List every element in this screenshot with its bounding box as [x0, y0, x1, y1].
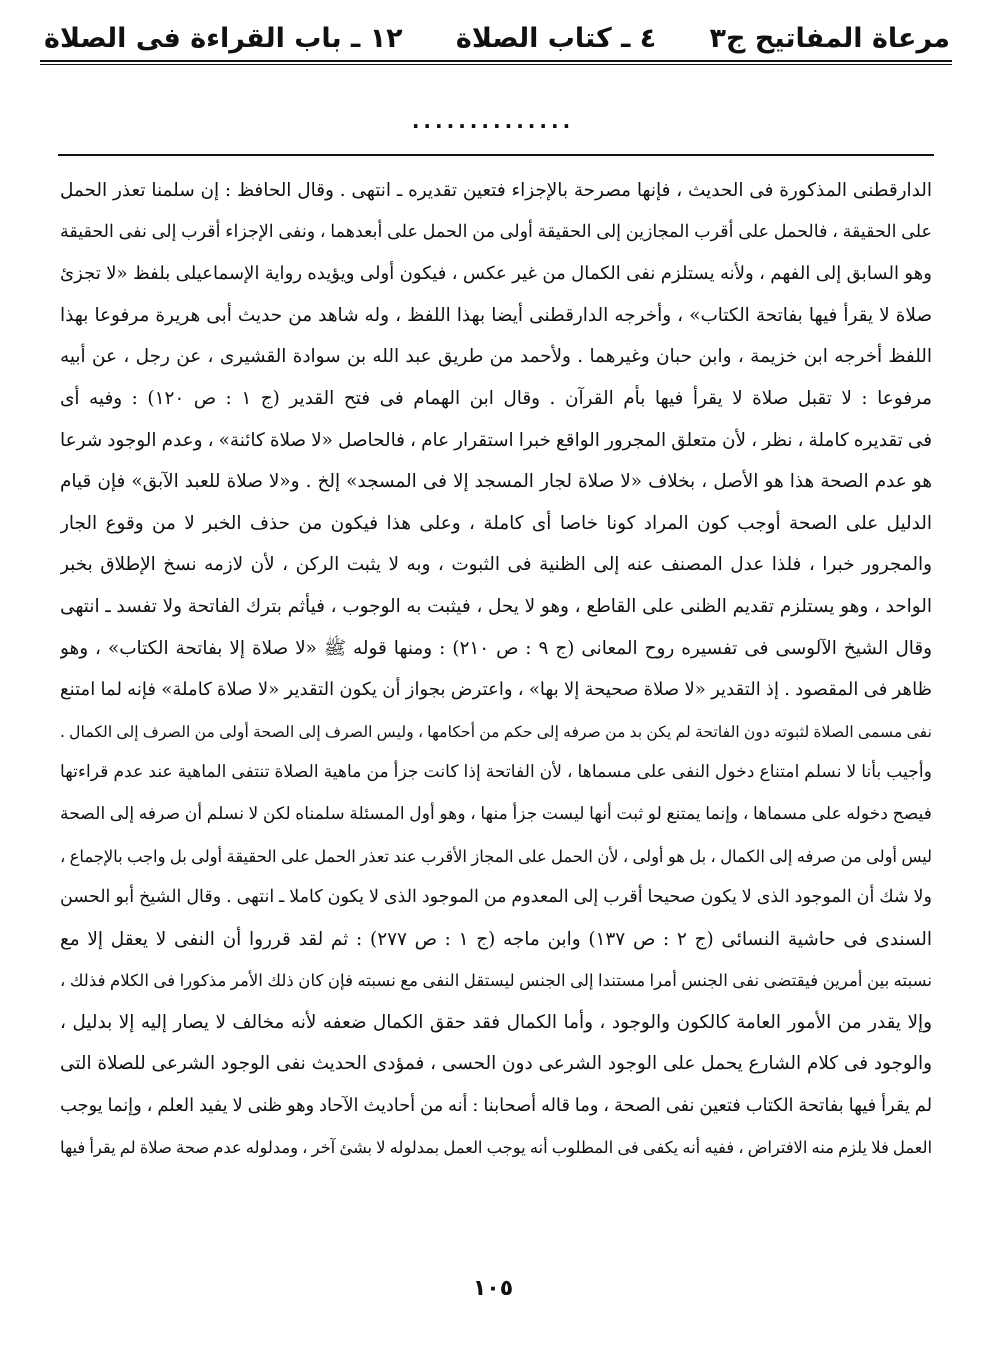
text-line: وإلا يقدر من الأمور العامة كالكون والوجود ، وأما الكمال فقد حقق الكمال ضعفه لأنه مخالف لا يصار إليه إلا بدليل ،: [60, 1011, 932, 1033]
text-line: الواحد ، وهو يستلزم تقديم الظنى على القاطع ، وهو لا يحل ، فيثبت به الوجوب ، فيأثم بترك الفاتحة ولا تفسد ـ انتهى: [60, 595, 932, 617]
text-line: ولا شك أن الموجود الذى لا يكون صحيحا أقرب إلى المعدوم من الموجود الذى لا يكون كاملا ـ انتهى . وقال الشيخ أبو الحسن: [60, 887, 932, 908]
text-line: وقال الشيخ الآلوسى فى تفسيره روح المعانى (ج ٩ : ص ٢١٠) : ومنها قوله ﷺ «لا صلاة إلا بفاتحة الكتاب» ، وهو: [60, 637, 932, 659]
text-line: فيصح دخوله على مسماها ، وإنما يمتنع لو ثبت أنها ليست جزأ منها ، وهو أول المسئلة سلمناه لكن لا نسلم أن صرفه إلى الصحة: [60, 803, 932, 824]
text-top-rule: [58, 154, 934, 156]
text-line: مرفوعا : لا تقبل صلاة لا يقرأ فيها بأم القرآن . وقال ابن الهمام فى فتح القدير (ج ١ : ص ١٢٠) : وفيه أى: [60, 387, 932, 409]
text-line: نفى مسمى الصلاة لثبوته دون الفاتحة لم يكن بد من صرفه إلى حكم من أحكامها ، وليس الصرف إلى الصحة أولى من الصرف إلى الكمال .: [60, 721, 932, 741]
text-line: السندى فى حاشية النسائى (ج ٢ : ص ١٣٧) وابن ماجه (ج ١ : ص ٢٧٧) : ثم لقد قرروا أن النفى لا يعقل إلا مع: [60, 928, 932, 950]
text-line: لم يقرأ فيها بفاتحة الكتاب فتعين نفى الصحة ، وما قاله أصحابنا : أنه من أحاديث الآحاد وهو ظنى لا يفيد العلم ، وإنما يوجب: [60, 1095, 932, 1117]
text-line: وهو السابق إلى الفهم ، ولأنه يستلزم نفى الكمال من غير عكس ، فيكون أولى ويؤيده رواية الإسماعيلى بلفظ «لا تجزئ: [60, 263, 932, 285]
text-line: والوجود فى كلام الشارع يحمل على الوجود الشرعى دون الحسى ، فمؤدى الحديث نفى الوجود الشرعى للصلاة التى: [60, 1053, 932, 1075]
header-rule: [40, 60, 952, 62]
text-line: اللفظ أخرجه ابن خزيمة ، وابن حبان وغيرهما . ولأحمد من طريق عبد الله بن سوادة القشيرى ، عن رجل ، عن أبيه: [60, 346, 932, 368]
text-line: ظاهر فى المقصود . إذ التقدير «لا صلاة صحيحة إلا بها» ، واعترض بجواز أن يكون التقدير «لا صلاة كاملة» فإنه لما امتنع: [60, 679, 932, 701]
text-line: على الحقيقة ، فالحمل على أقرب المجازين إلى الحقيقة أولى من الحمل على أبعدهما ، ونفى الإجزاء أقرب إلى نفى الحقيقة: [60, 221, 932, 242]
header-rule-thin: [40, 64, 952, 65]
running-header: [44, 18, 950, 60]
text-line: صلاة لا يقرأ فيها بفاتحة الكتاب» ، وأخرجه الدارقطنى أيضا بهذا اللفظ ، وله شاهد من حديث أبى هريرة مرفوعا بهذا: [60, 304, 932, 326]
text-line: الدليل على الصحة أوجب كون المراد كونا خاصا أى كاملة ، وعلى هذا فيكون من حذف الخبر لا من وقوع الجار: [60, 512, 932, 534]
text-line: هو عدم الصحة هذا هو الأصل ، بخلاف «لا صلاة لجار المسجد إلا فى المسجد» إلخ . و«لا صلاة للعبد الآبق» فإن قيام: [60, 471, 932, 493]
text-line: فى تقديره كاملة ، نظر ، لأن متعلق المجرور الواقع خبرا استقرار عام ، فالحاصل «لا صلاة كائنة» ، وعدم الوجود شرعا: [60, 429, 932, 451]
text-line: ليس أولى من صرفه إلى الكمال ، بل هو أولى ، لأن الحمل على المجاز الأقرب عند تعذر الحمل على الحقيقة أولى بل واجب بالإجماع ،: [60, 846, 932, 866]
text-line: نسبته بين أمرين فيقتضى نفى الجنس أمرا مستندا إلى الجنس ليستقل النفى مع نسبته فإن كان ذلك الأمر مذكورا فى الكلام فذلك ،: [60, 971, 932, 991]
text-line: والمجرور خبرا ، فلذا عدل المصنف عنه إلى الظنية فى الثبوت ، وبه لا يثبت الركن ، لأن لازمه نسخ الإطلاق بخبر: [60, 554, 932, 576]
header-chapter: ١٢ ـ باب القراءة فى الصلاة: [44, 23, 403, 54]
section-separator: ..............: [411, 109, 575, 133]
text-line: الدارقطنى المذكورة فى الحديث ، فإنها مصرحة بالإجزاء فتعين تقديره ـ انتهى . وقال الحافظ : إن سلمنا تعذر الحمل: [60, 180, 932, 201]
header-book-title: مرعاة المفاتيح ج٣: [709, 23, 950, 54]
page-number: ١٠٥: [472, 1276, 514, 1301]
header-book-section: ٤ ـ كتاب الصلاة: [455, 23, 657, 54]
text-line: العمل فلا يلزم منه الافتراض ، ففيه أنه يكفى فى المطلوب أنه يوجب العمل بمدلوله لا بشئ آخر ، ومدلوله عدم صحة صلاة لم يقرأ فيها: [60, 1137, 932, 1157]
main-text: [60, 170, 932, 1168]
text-line: وأجيب بأنا لا نسلم امتناع دخول النفى على مسماها ، لأن الفاتحة إذا كانت جزأ من ماهية الصلاة تنتفى الماهية عند عدم قراءتها: [60, 762, 932, 783]
